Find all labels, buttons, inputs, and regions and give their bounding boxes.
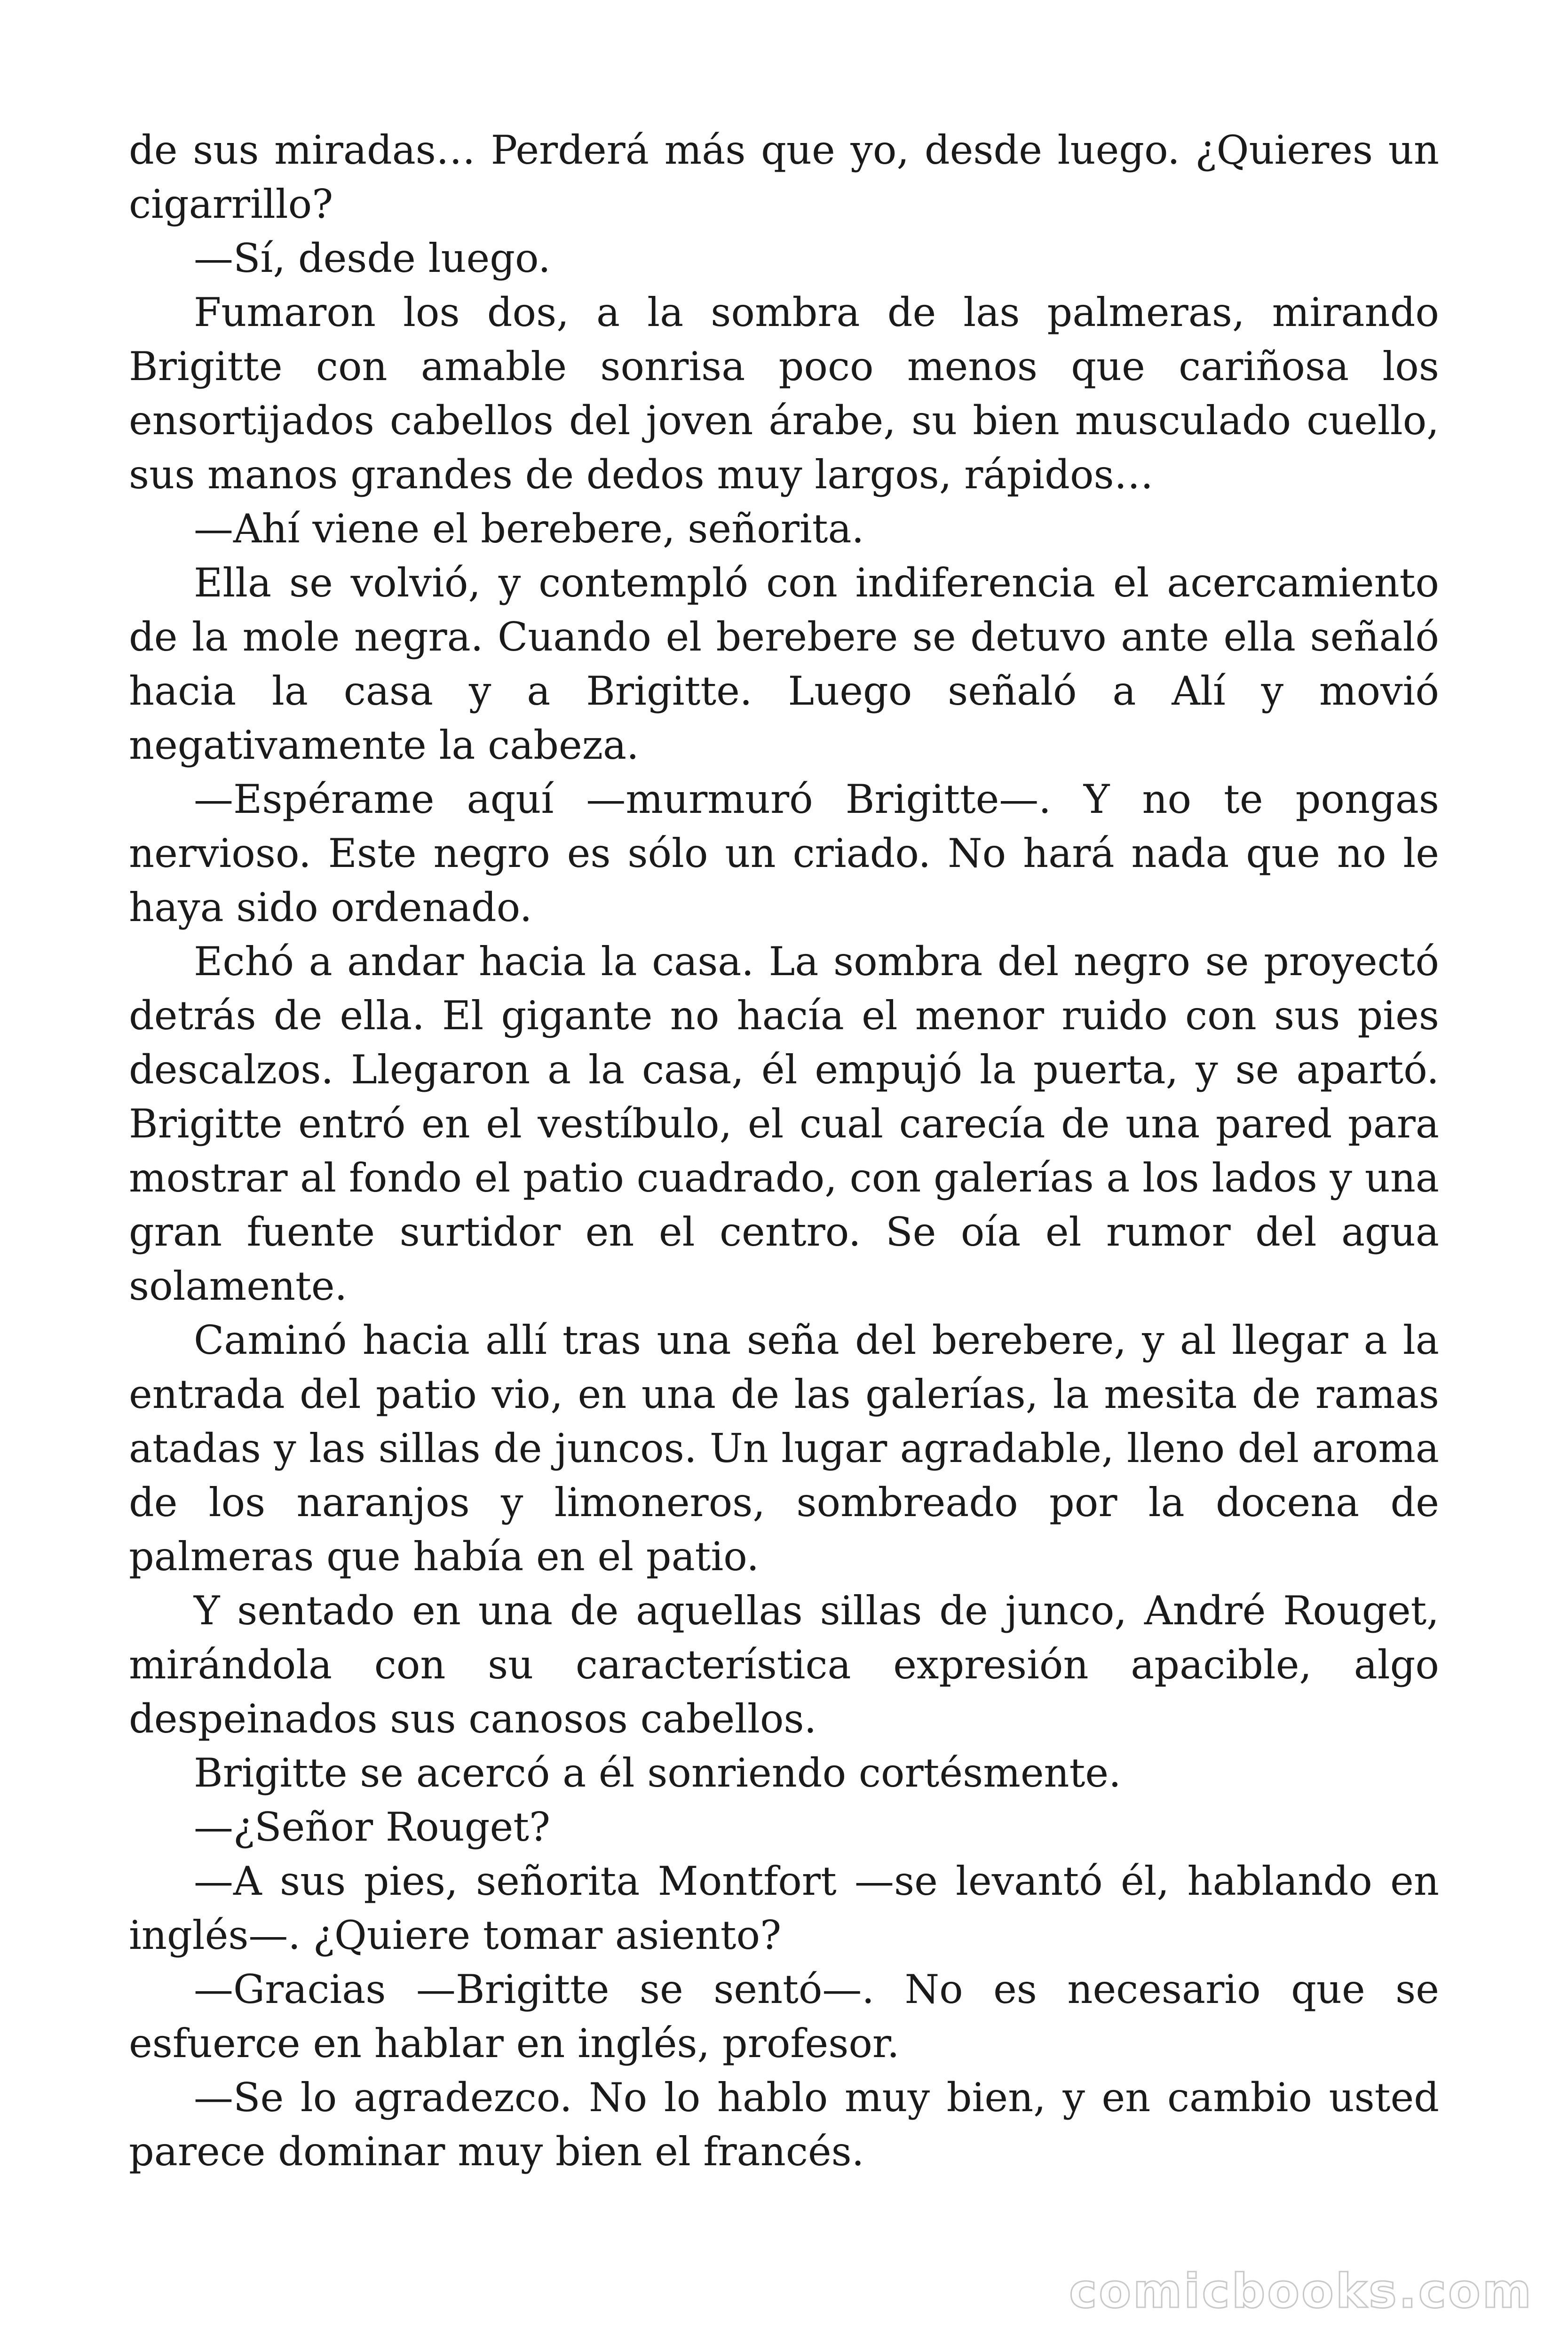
watermark: comicbooks.com	[1069, 2264, 1533, 2319]
paragraph-12: —A sus pies, señorita Montfort —se levantó él, hablando en inglés—. ¿Quiere tomar asiento?	[129, 1858, 1439, 1958]
page-body	[129, 123, 1439, 2179]
paragraph-2: —Sí, desde luego.	[194, 235, 551, 281]
paragraph-6: —Espérame aquí —murmuró Brigitte—. Y no te pongas nervioso. Este negro es sólo un criado. No hará nada que no le haya sido ordenado.	[129, 776, 1439, 930]
paragraph-11: —¿Señor Rouget?	[194, 1804, 551, 1850]
paragraph-9: Y sentado en una de aquellas sillas de junco, André Rouget, mirándola con su característica expresión apacible, algo despeinados sus canosos cabellos.	[129, 1588, 1439, 1742]
paragraph-3: Fumaron los dos, a la sombra de las palmeras, mirando Brigitte con amable sonrisa poco menos que cariñosa los ensortijados cabellos del joven árabe, su bien musculado cuello, sus manos grandes de dedos muy largos, rápidos…	[129, 289, 1439, 498]
paragraph-5: Ella se volvió, y contempló con indiferencia el acercamiento de la mole negra. Cuando el berebere se detuvo ante ella señaló hacia la casa y a Brigitte. Luego señaló a Alí y movió negativamente la cabeza.	[129, 560, 1439, 768]
paragraph-13: —Gracias —Brigitte se sentó—. No es necesario que se esfuerce en hablar en inglés, profesor.	[129, 1966, 1439, 2066]
paragraph-1: de sus miradas… Perderá más que yo, desde luego. ¿Quieres un cigarrillo?	[129, 127, 1439, 227]
paragraph-4: —Ahí viene el berebere, señorita.	[194, 506, 864, 552]
paragraph-14: —Se lo agradezco. No lo hablo muy bien, y en cambio usted parece dominar muy bien el francés.	[129, 2074, 1439, 2175]
paragraph-7: Echó a andar hacia la casa. La sombra del negro se proyectó detrás de ella. El gigante no hacía el menor ruido con sus pies descalzos. Llegaron a la casa, él empujó la puerta, y se apartó. Brigitte entró en el vestíbulo, el cual carecía de una pared para mostrar al fondo el patio cuadrado, con galerías a los lados y una gran fuente surtidor en el centro. Se oía el rumor del agua solamente.	[129, 938, 1439, 1309]
paragraph-8: Caminó hacia allí tras una seña del berebere, y al llegar a la entrada del patio vio, en una de las galerías, la mesita de ramas atadas y las sillas de juncos. Un lugar agradable, lleno del aroma de los naranjos y limoneros, sombreado por la docena de palmeras que había en el patio.	[129, 1317, 1439, 1580]
paragraph-10: Brigitte se acercó a él sonriendo cortésmente.	[194, 1750, 1121, 1796]
